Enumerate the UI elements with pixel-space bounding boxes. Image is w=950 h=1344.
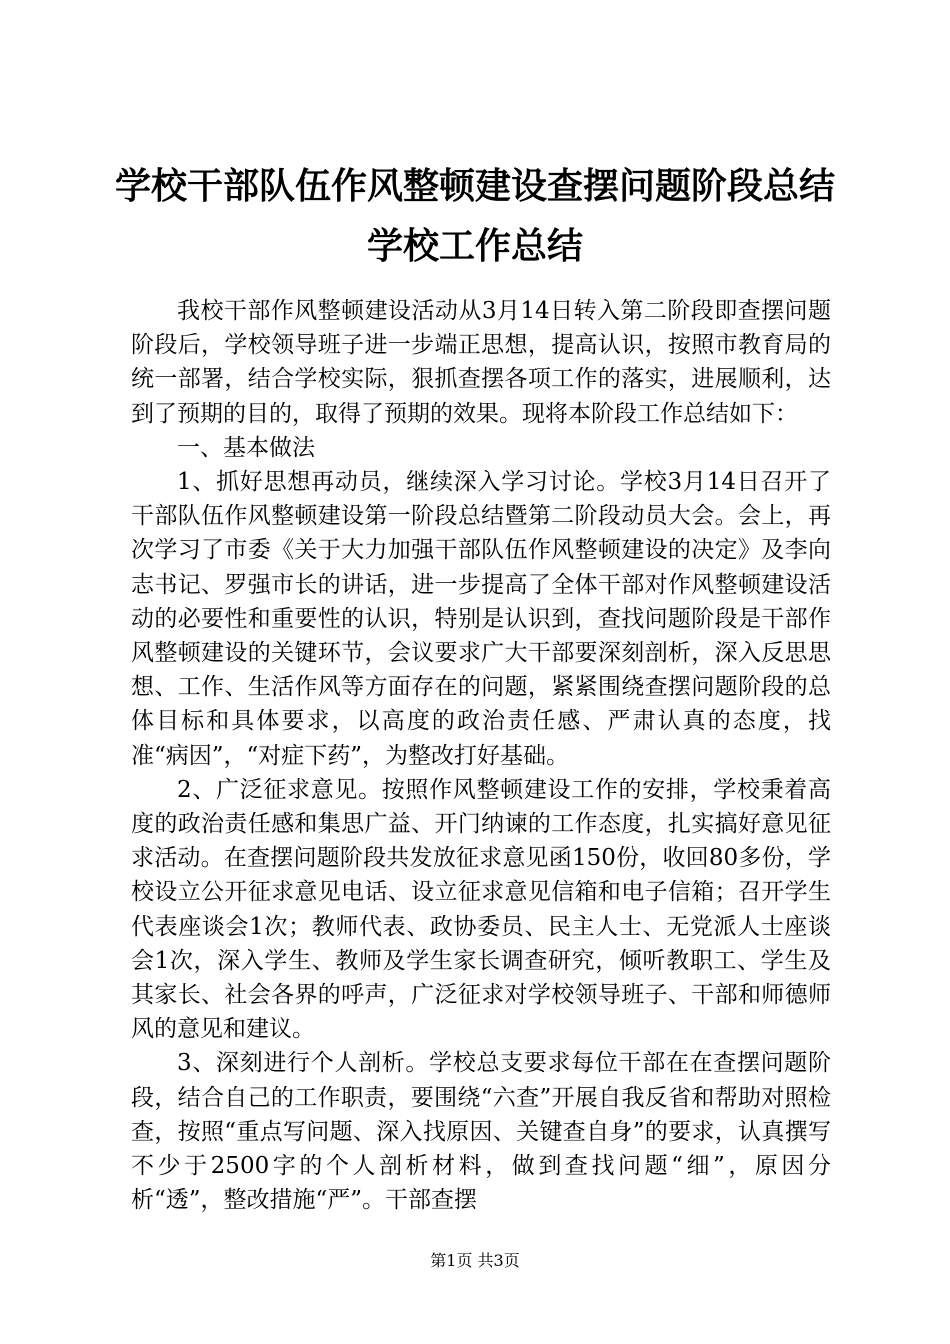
section-heading-basic-methods: 一、基本做法 — [177, 434, 315, 461]
document-body — [131, 294, 831, 1217]
paragraph-intro: 我校干部作风整顿建设活动从3月14日转入第二阶段即查摆问题阶段后，学校领导班子进一步端正思想，提高认识，按照市教育局的统一部署，结合学校实际，狠抓查摆各项工作的落实，进展顺利，达到了预期的目的，取得了预期的效果。现将本阶段工作总结如下： — [131, 298, 831, 427]
paragraph-item-2: 2、广泛征求意见。按照作风整顿建设工作的安排，学校秉着高度的政治责任感和集思广益、开门纳谏的工作态度，扎实搞好意见征求活动。在查摆问题阶段共发放征求意见函150份，收回80多份，学校设立公开征求意见电话、设立征求意见信箱和电子信箱；召开学生代表座谈会1次；教师代表、政协委员、民主人士、无党派人士座谈会1次，深入学生、教师及学生家长调查研究，倾听教职工、学生及其家长、社会各界的呼声，广泛征求对学校领导班子、干部和师德师风的意见和建议。 — [131, 776, 831, 1043]
paragraph-item-3: 3、深刻进行个人剖析。学校总支要求每位干部在在查摆问题阶段，结合自己的工作职责，要围绕“六查”开展自我反省和帮助对照检查，按照“重点写问题、深入找原因、关键查自身”的要求，认真撰写不少于2500字的个人剖析材料，做到查找问题“细”，原因分析“透”，整改措施“严”。干部查摆 — [131, 1050, 831, 1214]
document-title-line-2: 学校工作总结 — [366, 225, 583, 267]
paragraph-item-1: 1、抓好思想再动员，继续深入学习讨论。学校3月14日召开了干部队伍作风整顿建设第一阶段总结暨第二阶段动员大会。会上，再次学习了市委《关于大力加强干部队伍作风整顿建设的决定》及李向志书记、罗强市长的讲话，进一步提高了全体干部对作风整顿建设活动的必要性和重要性的认识，特别是认识到，查找问题阶段是干部作风整顿建设的关键环节，会议要求广大干部要深刻剖析，深入反思思想、工作、生活作风等方面存在的问题，紧紧围绕查摆问题阶段的总体目标和具体要求，以高度的政治责任感、严肃认真的态度，找准“病因”，“对症下药”，为整改打好基础。 — [131, 469, 831, 769]
document-title-line-1: 学校干部队伍作风整顿建设查摆问题阶段总结 — [114, 165, 835, 207]
page-number-footer: 第1页 共3页 — [430, 1251, 520, 1270]
